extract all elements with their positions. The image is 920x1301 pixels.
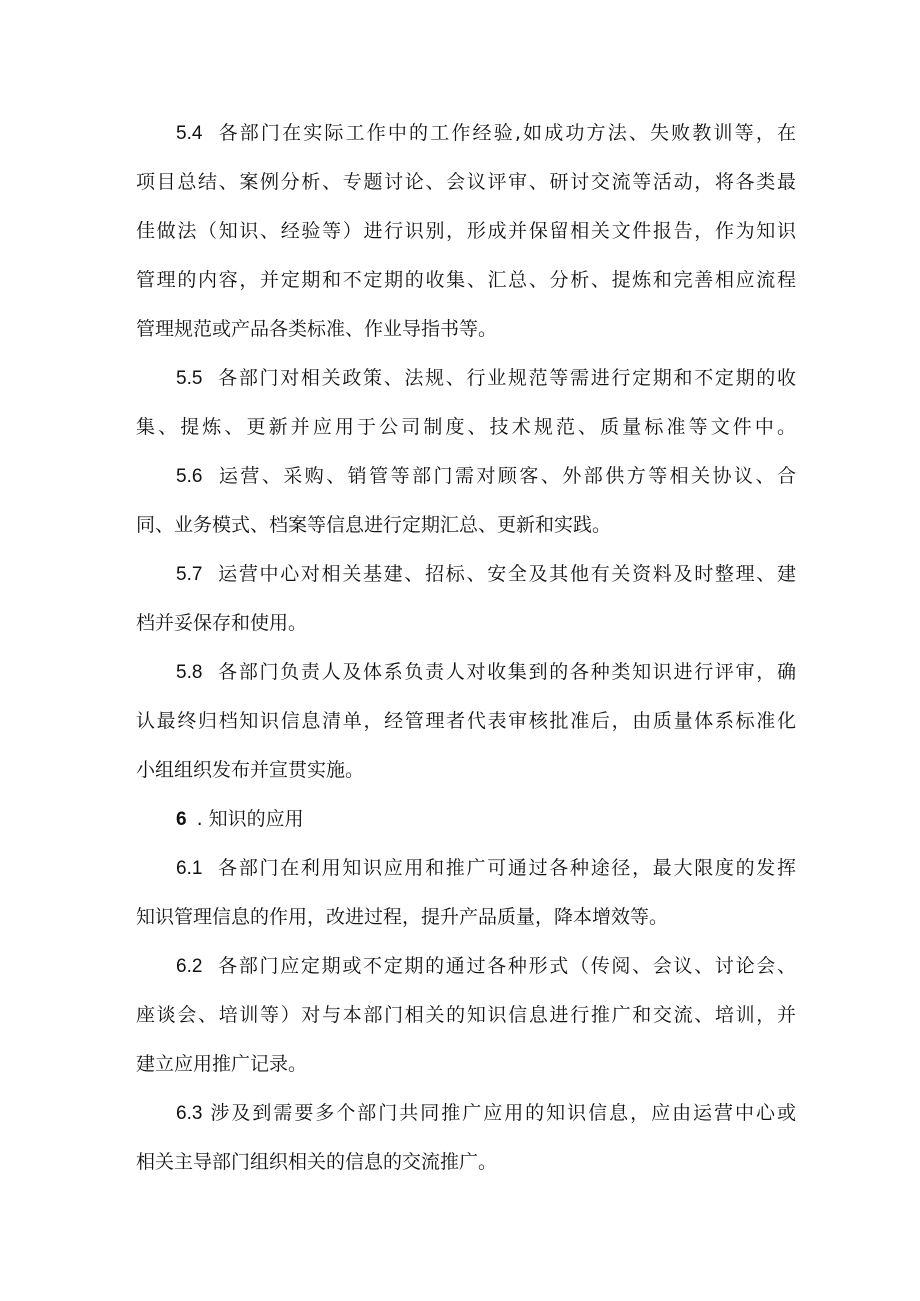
paragraph-5-8-line-3: 小组组织发布并宣贯实施。 (136, 759, 365, 781)
paragraph-text: 各部门在利用知识应用和推广可通过各种途径，最大限度的发挥 (216, 857, 796, 879)
paragraph-5-6-line-1 (176, 463, 796, 489)
paragraph-6-1-line-2: 知识管理信息的作用，改进过程，提升产品质量，降本增效等。 (136, 906, 669, 928)
section-title: . 知识的应用 (196, 808, 304, 830)
paragraph-number: 6.2 (176, 956, 203, 977)
paragraph-5-5-line-1 (176, 365, 796, 391)
paragraph-5-7-line-2: 档并妥保存和使用。 (136, 612, 308, 634)
paragraph-text: 运营中心对相关基建、招标、安全及其他有关资料及时整理、建 (216, 563, 796, 585)
section-heading (176, 806, 796, 832)
paragraph-5-4-line-2: 项目总结、案例分析、专题讨论、会议评审、研讨交流等活动，将各类最 (136, 171, 796, 193)
paragraph-5-8-line-2: 认最终归档知识信息清单，经管理者代表审核批准后，由质量体系标准化 (136, 710, 796, 732)
paragraph-text: 各部门对相关政策、法规、行业规范等需进行定期和不定期的收 (216, 367, 796, 389)
paragraph-number: 5.5 (176, 368, 203, 389)
paragraph-number: 5.6 (176, 466, 203, 487)
paragraph-number: 6.3 (176, 1103, 203, 1124)
paragraph-5-7-line-1 (176, 561, 796, 587)
paragraph-number: 5.8 (176, 662, 203, 683)
paragraph-6-3-line-2: 相关主导部门组织相关的信息的交流推广。 (136, 1151, 498, 1173)
paragraph-text: 各部门在实际工作中的工作经验,如成功方法、失败教训等，在 (216, 122, 796, 144)
paragraph-text: 运营、采购、销管等部门需对顾客、外部供方等相关协议、合 (216, 465, 796, 487)
paragraph-number: 5.4 (176, 123, 203, 144)
paragraph-number: 5.7 (176, 564, 203, 585)
paragraph-text: 各部门应定期或不定期的通过各种形式（传阅、会议、讨论会、 (216, 955, 796, 977)
paragraph-5-4-line-1 (176, 120, 796, 146)
paragraph-6-2-line-1 (176, 953, 796, 979)
paragraph-text: 各部门负责人及体系负责人对收集到的各种类知识进行评审，确 (216, 661, 796, 683)
paragraph-6-1-line-1 (176, 855, 796, 881)
paragraph-text: 涉及到需要多个部门共同推广应用的知识信息，应由运营中心或 (208, 1102, 796, 1124)
paragraph-number: 6.1 (176, 858, 203, 879)
paragraph-5-4-line-5: 管理规范或产品各类标准、作业导指书等。 (136, 318, 498, 340)
paragraph-6-3-line-1 (176, 1100, 796, 1126)
paragraph-5-8-line-1 (176, 659, 796, 685)
paragraph-5-4-line-4: 管理的内容，并定期和不定期的收集、汇总、分析、提炼和完善相应流程 (136, 269, 796, 291)
paragraph-6-2-line-3: 建立应用推广记录。 (136, 1053, 308, 1075)
paragraph-5-6-line-2: 同、业务模式、档案等信息进行定期汇总、更新和实践。 (136, 514, 612, 536)
section-number: 6 (176, 809, 187, 830)
paragraph-6-2-line-2: 座谈会、培训等）对与本部门相关的知识信息进行推广和交流、培训，并 (136, 1004, 796, 1026)
paragraph-5-4-line-3: 佳做法（知识、经验等）进行识别，形成并保留相关文件报告，作为知识 (136, 220, 796, 242)
paragraph-5-5-line-2: 集、提炼、更新并应用于公司制度、技术规范、质量标准等文件中。 (136, 416, 796, 438)
